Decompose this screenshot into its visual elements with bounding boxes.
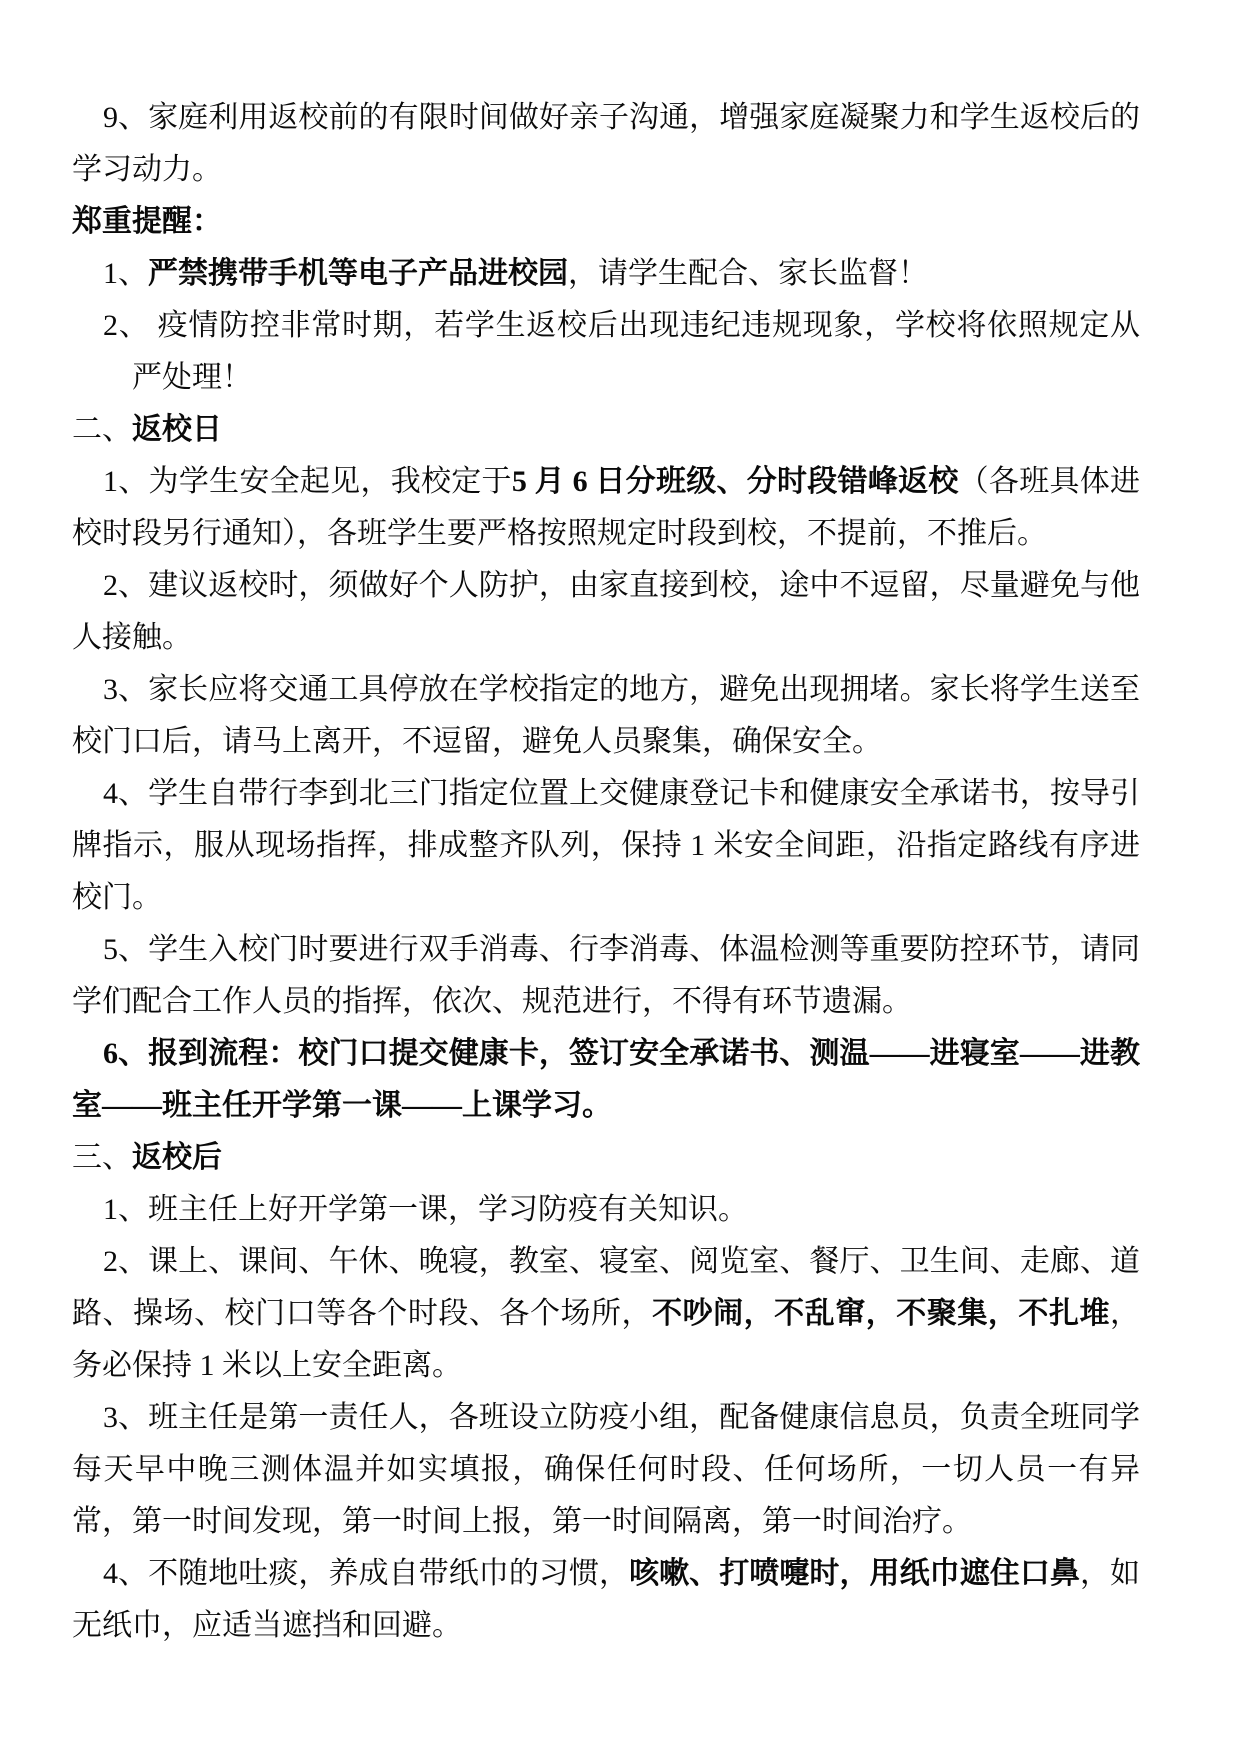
- text-run: 返校日: [132, 413, 222, 446]
- text-run: 三、: [72, 1141, 132, 1174]
- text-run: 3、班主任是第一责任人，各班设立防疫小组，配备健康信息员，负责全班同学每天早中晚三测体温并如实填报，确保任何时段、任何场所，一切人员一有异常，第一时间发现，第一时间上报，第一时间隔离，第一时间治疗。: [72, 1401, 1140, 1538]
- text-run: 4、不随地吐痰，养成自带纸巾的习惯，: [103, 1557, 630, 1590]
- return-day-item-5: [72, 924, 1140, 1028]
- text-run: 3、家长应将交通工具停放在学校指定的地方，避免出现拥堵。家长将学生送至校门口后，请马上离开，不逗留，避免人员聚集，确保安全。: [72, 673, 1140, 758]
- reminder-item-1: [72, 248, 1140, 300]
- text-run: 不吵闹，不乱窜，不聚集，不扎堆: [652, 1297, 1111, 1330]
- after-return-item-3: [72, 1392, 1140, 1548]
- text-run: 二、: [72, 413, 132, 446]
- text-run: 6、报到流程：校门口提交健康卡，签订安全承诺书、测温——进寝室——进教室——班主任开学第一课——上课学习。: [72, 1037, 1140, 1122]
- reminder-item-2: [103, 300, 1140, 404]
- text-run: 5 月 6 日分班级、分时段错峰返校: [511, 465, 959, 498]
- serious-reminder-heading: [72, 196, 1140, 248]
- text-run: 郑重提醒：: [72, 205, 222, 238]
- return-day-item-4: [72, 768, 1140, 924]
- text-run: 9、家庭利用返校前的有限时间做好亲子沟通，增强家庭凝聚力和学生返校后的学习动力。: [72, 101, 1140, 186]
- text-run: 咳嗽、打喷嚏时，用纸巾遮住口鼻: [629, 1557, 1080, 1590]
- after-return-item-1: [72, 1184, 1140, 1236]
- text-run: ，如无纸巾，应适当遮挡和回避。: [72, 1557, 1141, 1642]
- return-day-item-6-procedure: [72, 1028, 1140, 1132]
- text-run: 2、课上、课间、午休、晚寝，教室、寝室、阅览室、餐厅、卫生间、走廊、道路、操场、校门口等各个时段、各个场所，: [72, 1245, 1140, 1330]
- text-run: 严禁携带手机等电子产品进校园: [148, 257, 568, 290]
- text-run: 返校后: [132, 1141, 222, 1174]
- text-run: 2、 疫情防控非常时期，若学生返校后出现违纪违规现象，学校将依照规定从严处理！: [103, 309, 1140, 394]
- return-day-item-3: [72, 664, 1140, 768]
- text-run: （各班具体进校时段另行通知），各班学生要严格按照规定时段到校，不提前，不推后。: [72, 465, 1141, 550]
- text-run: ，务必保持 1 米以上安全距离。: [72, 1297, 1141, 1382]
- document-body: [72, 92, 1140, 1652]
- text-run: 1、班主任上好开学第一课，学习防疫有关知识。: [103, 1193, 748, 1226]
- text-run: 5、学生入校门时要进行双手消毒、行李消毒、体温检测等重要防控环节，请同学们配合工作人员的指挥，依次、规范进行，不得有环节遗漏。: [72, 933, 1140, 1018]
- item-9-family-communication: [72, 92, 1140, 196]
- return-day-item-1: [72, 456, 1140, 560]
- text-run: ，请学生配合、家长监督！: [568, 257, 928, 290]
- section-2-return-day-heading: [72, 404, 1140, 456]
- text-run: 2、建议返校时，须做好个人防护，由家直接到校，途中不逗留，尽量避免与他人接触。: [72, 569, 1140, 654]
- text-run: 4、学生自带行李到北三门指定位置上交健康登记卡和健康安全承诺书，按导引牌指示，服从现场指挥，排成整齐队列，保持 1 米安全间距，沿指定路线有序进校门。: [72, 777, 1140, 914]
- text-run: 1、为学生安全起见，我校定于: [103, 465, 512, 498]
- after-return-item-4: [72, 1548, 1140, 1652]
- after-return-item-2: [72, 1236, 1140, 1392]
- return-day-item-2: [72, 560, 1140, 664]
- section-3-after-return-heading: [72, 1132, 1140, 1184]
- text-run: 1、: [103, 257, 148, 290]
